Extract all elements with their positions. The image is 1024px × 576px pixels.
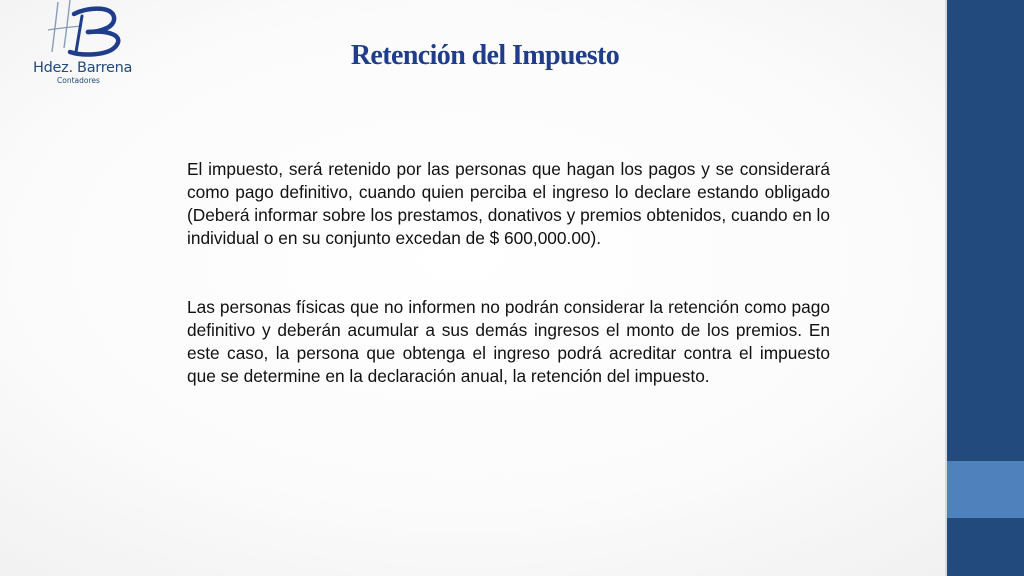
logo-text — [33, 60, 143, 85]
paragraph-2: Las personas físicas que no informen no podrán considerar la retención como pago definitivo y deberán acumular a sus demás ingresos el monto de los premios. En este caso, la persona que obtenga el ingreso podrá acreditar contra el impuesto que se determine en la declaración anual, la retención del impuesto. — [187, 297, 830, 386]
sidebar-accent-block — [947, 461, 1024, 518]
logo-company-subtitle: Contadores — [57, 76, 100, 85]
paragraph-1: El impuesto, será retenido por las personas que hagan los pagos y se considerará como pago definitivo, cuando quien perciba el ingreso lo declare estando obligado (Deberá informar sobre los prestamos, donativos y premios obtenidos, cuando en lo individual o en su conjunto excedan de $ 600,000.00). — [187, 159, 830, 248]
company-logo — [30, 0, 140, 95]
hb-monogram-icon — [30, 0, 140, 62]
decorative-sidebar — [947, 0, 1024, 576]
logo-company-name: Hdez. Barrena — [33, 60, 133, 76]
slide-body — [187, 158, 830, 388]
slide-title: Retención del Impuesto — [350, 40, 620, 71]
